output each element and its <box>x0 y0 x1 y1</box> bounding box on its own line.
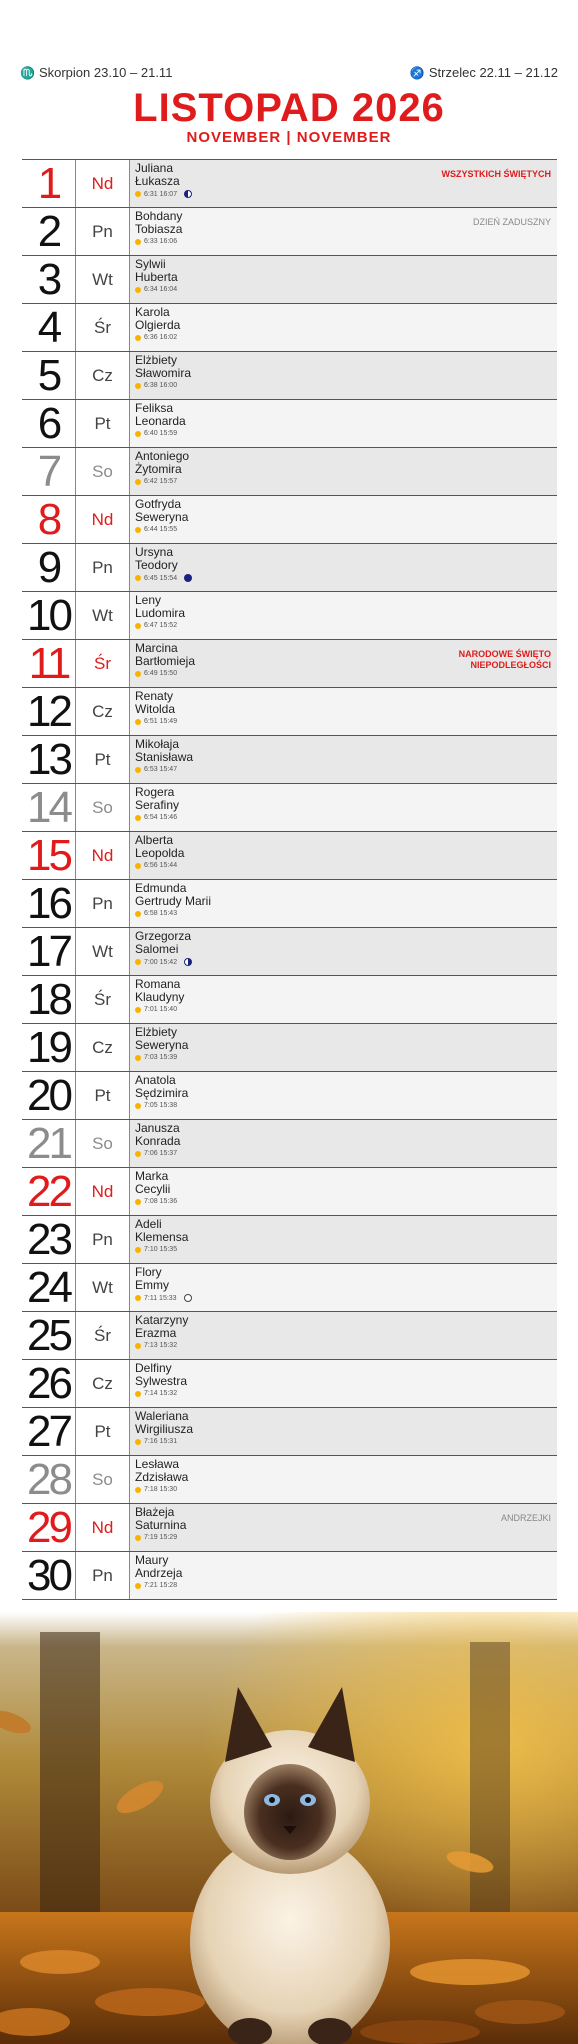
sunrise-sunset <box>135 766 177 773</box>
sun-times: 7:06 15:37 <box>144 1150 178 1157</box>
name-day-2: Salomei <box>135 942 179 956</box>
name-day-1: Waleriana <box>135 1409 189 1423</box>
name-day-1: Maury <box>135 1553 169 1567</box>
name-day-1: Lesława <box>135 1457 180 1471</box>
day-row <box>22 784 557 832</box>
name-day-1: Edmunda <box>135 881 187 895</box>
sun-times: 6:58 15:43 <box>144 910 178 917</box>
name-day-1: Marcina <box>135 641 178 655</box>
sun-times: 6:31 16:07 <box>144 190 178 198</box>
day-row <box>22 832 557 880</box>
name-day-1: Bohdany <box>135 209 183 223</box>
sun-icon <box>135 671 141 677</box>
name-day-2: Leopolda <box>135 846 185 860</box>
weekday-label: Śr <box>76 304 130 351</box>
sun-times: 6:49 15:50 <box>144 670 178 677</box>
name-days <box>135 930 191 956</box>
day-number: 14 <box>22 784 76 831</box>
name-day-1: Anatola <box>135 1073 176 1087</box>
day-row <box>22 160 557 208</box>
sun-times: 7:16 15:31 <box>144 1438 178 1445</box>
sun-icon <box>135 815 141 821</box>
name-day-2: Bartłomieja <box>135 654 196 668</box>
day-number: 29 <box>22 1504 76 1551</box>
name-day-2: Łukasza <box>135 174 180 188</box>
name-day-2: Teodory <box>135 558 178 572</box>
sunrise-sunset <box>135 814 177 821</box>
name-days <box>135 306 180 332</box>
sun-icon <box>135 623 141 629</box>
name-days <box>135 450 189 476</box>
name-day-2: Seweryna <box>135 1038 189 1052</box>
day-number: 11 <box>22 640 76 687</box>
sun-icon <box>135 287 141 293</box>
sunrise-sunset <box>135 478 177 485</box>
name-days <box>135 1170 170 1196</box>
weekday-label: So <box>76 1456 130 1503</box>
day-row <box>22 592 557 640</box>
holiday-note: DZIEŃ ZADUSZNY <box>472 217 551 227</box>
sun-icon <box>135 191 141 197</box>
month-subtitle: NOVEMBER | NOVEMBER <box>186 129 392 146</box>
day-row <box>22 1312 557 1360</box>
day-row <box>22 544 557 592</box>
sun-times: 6:36 16:02 <box>144 334 178 341</box>
sun-icon <box>135 1343 141 1349</box>
sunrise-sunset <box>135 1438 177 1445</box>
day-row <box>22 1264 557 1312</box>
day-number: 16 <box>22 880 76 927</box>
name-day-1: Juliana <box>135 161 174 175</box>
day-number: 2 <box>22 208 76 255</box>
sun-times: 6:34 16:04 <box>144 286 178 293</box>
sun-times: 6:47 15:52 <box>144 622 178 629</box>
day-row <box>22 1072 557 1120</box>
sun-icon <box>135 479 141 485</box>
weekday-label: Wt <box>76 256 130 303</box>
day-number: 26 <box>22 1360 76 1407</box>
sunrise-sunset <box>135 1246 177 1253</box>
name-days <box>135 210 182 236</box>
name-day-1: Elżbiety <box>135 353 178 367</box>
day-number: 28 <box>22 1456 76 1503</box>
day-row <box>22 928 557 976</box>
holiday-note: ANDRZEJKI <box>500 1513 551 1523</box>
sun-icon <box>135 1583 141 1589</box>
name-day-2: Sylwestra <box>135 1374 188 1388</box>
sunrise-sunset <box>135 622 177 629</box>
day-number: 20 <box>22 1072 76 1119</box>
name-days <box>135 546 178 572</box>
weekday-label: So <box>76 1120 130 1167</box>
weekday-label: Pn <box>76 544 130 591</box>
weekday-label: Pt <box>76 1072 130 1119</box>
day-row <box>22 1408 557 1456</box>
name-day-2: Tobiasza <box>135 222 183 236</box>
sun-times: 7:03 15:39 <box>144 1054 178 1061</box>
day-number: 17 <box>22 928 76 975</box>
sun-icon <box>135 1103 141 1109</box>
name-days <box>135 834 184 860</box>
sunrise-sunset <box>135 1534 177 1541</box>
weekday-label: Pt <box>76 1408 130 1455</box>
sunrise-sunset <box>135 718 177 725</box>
name-days <box>135 1218 188 1244</box>
day-number: 23 <box>22 1216 76 1263</box>
weekday-label: Pn <box>76 208 130 255</box>
sun-times: 6:42 15:57 <box>144 478 178 485</box>
name-day-1: Adeli <box>135 1217 162 1231</box>
name-days <box>135 1554 182 1580</box>
sun-times: 7:14 15:32 <box>144 1390 178 1397</box>
weekday-label: Wt <box>76 1264 130 1311</box>
name-day-1: Mikołaja <box>135 737 180 751</box>
sun-icon <box>135 959 141 965</box>
weekday-label: Nd <box>76 832 130 879</box>
weekday-label: Pt <box>76 400 130 447</box>
day-row <box>22 880 557 928</box>
name-day-2: Ludomira <box>135 606 186 620</box>
name-day-1: Romana <box>135 977 181 991</box>
day-row <box>22 400 557 448</box>
sunrise-sunset <box>135 1390 177 1397</box>
sunrise-sunset <box>135 382 177 389</box>
day-number: 8 <box>22 496 76 543</box>
sun-icon <box>135 1247 141 1253</box>
day-row <box>22 304 557 352</box>
day-row <box>22 1504 557 1552</box>
sun-times: 7:13 15:32 <box>144 1342 178 1349</box>
day-row <box>22 688 557 736</box>
moon-phase-icon <box>184 190 192 198</box>
weekday-label: Pt <box>76 736 130 783</box>
day-number: 25 <box>22 1312 76 1359</box>
calendar-grid <box>22 159 557 1600</box>
day-row <box>22 256 557 304</box>
sun-times: 7:21 15:28 <box>144 1582 178 1589</box>
sun-icon <box>135 911 141 917</box>
sunrise-sunset <box>135 430 177 437</box>
day-number: 19 <box>22 1024 76 1071</box>
name-day-1: Katarzyny <box>135 1313 189 1327</box>
name-day-1: Flory <box>135 1265 162 1279</box>
sun-times: 7:00 15:42 <box>144 958 178 966</box>
day-number: 24 <box>22 1264 76 1311</box>
day-row <box>22 208 557 256</box>
sunrise-sunset <box>135 1054 177 1061</box>
name-days <box>135 1314 188 1340</box>
name-day-2: Saturnina <box>135 1518 187 1532</box>
name-day-1: Feliksa <box>135 401 174 415</box>
day-row <box>22 352 557 400</box>
day-row <box>22 1216 557 1264</box>
sunrise-sunset <box>135 1198 177 1205</box>
day-row <box>22 736 557 784</box>
sun-times: 7:19 15:29 <box>144 1534 178 1541</box>
name-day-2: Huberta <box>135 270 178 284</box>
weekday-label: Cz <box>76 1360 130 1407</box>
weekday-label: Nd <box>76 1504 130 1551</box>
name-day-1: Elżbiety <box>135 1025 178 1039</box>
sunrise-sunset <box>135 526 177 533</box>
name-day-2: Klemensa <box>135 1230 189 1244</box>
day-row <box>22 1120 557 1168</box>
sun-times: 7:18 15:30 <box>144 1486 178 1493</box>
name-day-2: Gertrudy Marii <box>135 894 212 908</box>
zodiac-scorpio <box>20 65 172 80</box>
sunrise-sunset <box>135 1342 177 1349</box>
weekday-label: Pn <box>76 1216 130 1263</box>
sun-times: 6:54 15:46 <box>144 814 178 821</box>
day-row <box>22 640 557 688</box>
name-day-1: Alberta <box>135 833 174 847</box>
sun-times: 6:44 15:55 <box>144 526 178 533</box>
day-number: 15 <box>22 832 76 879</box>
sunrise-sunset <box>135 1150 177 1157</box>
name-day-1: Gotfryda <box>135 497 182 511</box>
weekday-label: Wt <box>76 592 130 639</box>
name-days <box>135 1458 188 1484</box>
day-number: 5 <box>22 352 76 399</box>
day-number: 13 <box>22 736 76 783</box>
sunrise-sunset <box>135 862 177 869</box>
day-number: 21 <box>22 1120 76 1167</box>
day-number: 12 <box>22 688 76 735</box>
name-days <box>135 1362 187 1388</box>
name-day-2: Serafiny <box>135 798 180 812</box>
name-day-1: Grzegorza <box>135 929 192 943</box>
sunrise-sunset <box>135 190 192 198</box>
moon-phase-icon <box>184 1294 192 1302</box>
sun-times: 7:11 15:33 <box>144 1294 177 1302</box>
weekday-label: Pn <box>76 1552 130 1599</box>
name-day-1: Antoniego <box>135 449 190 463</box>
sun-icon <box>135 1295 141 1301</box>
name-days <box>135 354 191 380</box>
name-day-1: Rogera <box>135 785 175 799</box>
sun-icon <box>135 575 141 581</box>
sunrise-sunset <box>135 1486 177 1493</box>
sunrise-sunset <box>135 1582 177 1589</box>
name-day-1: Renaty <box>135 689 174 703</box>
sun-icon <box>135 431 141 437</box>
cat-photo <box>0 1612 578 2044</box>
day-number: 10 <box>22 592 76 639</box>
sun-times: 6:45 15:54 <box>144 574 178 582</box>
sunrise-sunset <box>135 910 177 917</box>
day-number: 1 <box>22 160 76 207</box>
day-row <box>22 1456 557 1504</box>
name-day-2: Witolda <box>135 702 176 716</box>
sunrise-sunset <box>135 1294 192 1302</box>
name-days <box>135 1074 188 1100</box>
day-row <box>22 496 557 544</box>
day-number: 30 <box>22 1552 76 1599</box>
name-day-1: Leny <box>135 593 162 607</box>
name-day-2: Wirgiliusza <box>135 1422 194 1436</box>
name-day-1: Janusza <box>135 1121 180 1135</box>
name-days <box>135 786 179 812</box>
weekday-label: Nd <box>76 160 130 207</box>
sunrise-sunset <box>135 670 177 677</box>
sun-icon <box>135 1487 141 1493</box>
sun-times: 6:38 16:00 <box>144 382 178 389</box>
name-day-2: Olgierda <box>135 318 181 332</box>
weekday-label: Wt <box>76 928 130 975</box>
day-number: 18 <box>22 976 76 1023</box>
name-day-2: Klaudyny <box>135 990 185 1004</box>
name-day-2: Erazma <box>135 1326 177 1340</box>
day-row <box>22 1168 557 1216</box>
sun-icon <box>135 1151 141 1157</box>
name-day-2: Cecylii <box>135 1182 171 1196</box>
holiday-note: NARODOWE ŚWIĘTO NIEPODLEGŁOŚCI <box>458 649 551 670</box>
sun-times: 7:10 15:35 <box>144 1246 178 1253</box>
sun-icon <box>135 767 141 773</box>
name-days <box>135 1506 186 1532</box>
calendar-header <box>0 0 578 90</box>
zodiac-scorpio-label: Skorpion 23.10 – 21.11 <box>38 65 173 80</box>
name-days <box>135 882 211 908</box>
name-day-1: Sylwii <box>135 257 166 271</box>
cat-photo-illustration <box>0 1612 578 2044</box>
moon-phase-icon <box>184 958 192 966</box>
name-day-2: Stanisława <box>135 750 194 764</box>
sunrise-sunset <box>135 334 177 341</box>
sun-icon <box>135 719 141 725</box>
weekday-label: Nd <box>76 496 130 543</box>
name-days <box>135 1122 180 1148</box>
name-days <box>135 690 175 716</box>
name-day-2: Sędzimira <box>135 1086 189 1100</box>
sun-icon <box>135 239 141 245</box>
name-days <box>135 642 195 668</box>
day-number: 22 <box>22 1168 76 1215</box>
zodiac-sagittarius-label: Strzelec 22.11 – 21.12 <box>428 65 558 80</box>
weekday-label: Nd <box>76 1168 130 1215</box>
sun-times: 7:05 15:38 <box>144 1102 178 1109</box>
sun-icon <box>135 335 141 341</box>
name-days <box>135 1266 169 1292</box>
sun-times: 6:51 15:49 <box>144 718 178 725</box>
name-day-1: Ursyna <box>135 545 174 559</box>
sun-icon <box>135 1439 141 1445</box>
name-days <box>135 498 188 524</box>
day-row <box>22 1360 557 1408</box>
day-row <box>22 1552 557 1600</box>
weekday-label: Cz <box>76 1024 130 1071</box>
sun-icon <box>135 1199 141 1205</box>
day-number: 6 <box>22 400 76 447</box>
sunrise-sunset <box>135 286 177 293</box>
day-number: 4 <box>22 304 76 351</box>
weekday-label: So <box>76 784 130 831</box>
day-number: 3 <box>22 256 76 303</box>
name-day-2: Andrzeja <box>135 1566 183 1580</box>
name-days <box>135 738 193 764</box>
sun-times: 6:40 15:59 <box>144 430 178 437</box>
name-days <box>135 978 184 1004</box>
name-day-1: Błażeja <box>135 1505 175 1519</box>
sun-icon <box>135 1055 141 1061</box>
name-day-2: Sławomira <box>135 366 192 380</box>
name-days <box>135 258 178 284</box>
name-days <box>135 594 185 620</box>
name-day-2: Emmy <box>135 1278 169 1292</box>
name-days <box>135 402 186 428</box>
name-day-2: Seweryna <box>135 510 189 524</box>
weekday-label: Pn <box>76 880 130 927</box>
day-row <box>22 1024 557 1072</box>
name-day-2: Zdzisława <box>135 1470 189 1484</box>
zodiac-sagittarius <box>410 65 558 80</box>
weekday-label: Cz <box>76 352 130 399</box>
day-number: 9 <box>22 544 76 591</box>
holiday-note: WSZYSTKICH ŚWIĘTYCH <box>441 169 551 179</box>
name-day-2: Konrada <box>135 1134 181 1148</box>
name-day-2: Żytomira <box>135 462 182 476</box>
name-days <box>135 1410 193 1436</box>
name-day-1: Karola <box>135 305 170 319</box>
weekday-label: So <box>76 448 130 495</box>
day-number: 27 <box>22 1408 76 1455</box>
sagittarius-icon: ♐ <box>409 66 425 80</box>
sun-icon <box>135 863 141 869</box>
weekday-label: Śr <box>76 1312 130 1359</box>
sunrise-sunset <box>135 238 177 245</box>
moon-phase-icon <box>184 574 192 582</box>
day-row <box>22 448 557 496</box>
weekday-label: Śr <box>76 640 130 687</box>
sun-icon <box>135 1535 141 1541</box>
sunrise-sunset <box>135 1102 177 1109</box>
sun-icon <box>135 1007 141 1013</box>
weekday-label: Cz <box>76 688 130 735</box>
name-day-2: Leonarda <box>135 414 186 428</box>
name-days <box>135 1026 188 1052</box>
month-title: LISTOPAD 2026 <box>133 86 445 130</box>
sunrise-sunset <box>135 958 192 966</box>
sun-icon <box>135 1391 141 1397</box>
name-days <box>135 162 180 188</box>
sun-times: 7:01 15:40 <box>144 1006 178 1013</box>
sun-times: 6:33 16:06 <box>144 238 178 245</box>
scorpio-icon: ♏ <box>20 66 35 80</box>
day-number: 7 <box>22 448 76 495</box>
sun-times: 7:08 15:36 <box>144 1198 178 1205</box>
name-day-1: Delfiny <box>135 1361 172 1375</box>
sun-icon <box>135 383 141 389</box>
sun-times: 6:53 15:47 <box>144 766 178 773</box>
sun-icon <box>135 527 141 533</box>
sun-times: 6:56 15:44 <box>144 862 178 869</box>
weekday-label: Śr <box>76 976 130 1023</box>
sunrise-sunset <box>135 574 192 582</box>
name-day-1: Marka <box>135 1169 169 1183</box>
sunrise-sunset <box>135 1006 177 1013</box>
day-row <box>22 976 557 1024</box>
